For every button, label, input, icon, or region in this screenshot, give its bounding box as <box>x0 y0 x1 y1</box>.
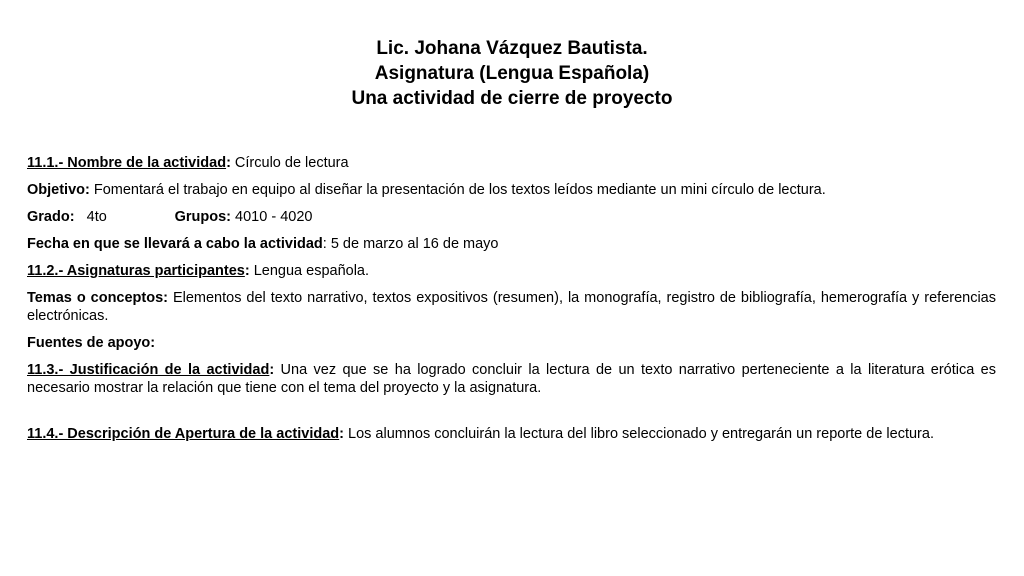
groups-value: 4010 - 4020 <box>235 209 313 225</box>
grade-value: 4to <box>86 209 107 225</box>
subjects-line <box>27 262 996 280</box>
topics-value: Elementos del texto narrativo, textos expositivos (resumen), la monografía, registro de bibliografía, hemerografía y referencias electrónicas. <box>27 290 996 324</box>
topics-label: Temas o conceptos: <box>27 290 168 306</box>
activity-name-label: 11.1.- Nombre de la actividad <box>27 155 227 171</box>
subject-title: Asignatura (Lengua Española) <box>374 63 650 84</box>
date-label: Fecha en que se llevará a cabo la actividad <box>27 236 323 252</box>
date-line <box>27 235 996 253</box>
subjects-sep: : <box>244 263 254 279</box>
description-line <box>27 425 996 443</box>
description-label: 11.4.- Descripción de Apertura de la actividad <box>27 426 340 442</box>
justification-label: 11.3.- Justificación de la actividad <box>27 362 270 378</box>
justification-value: Una vez que se ha logrado concluir la lectura de un texto narrativo perteneciente a la literatura erótica es necesario mostrar la relación que tiene con el tema del proyecto y la asignatura. <box>27 362 996 396</box>
author-name: Lic. Johana Vázquez Bautista. <box>376 38 648 59</box>
objective-value: Fomentará el trabajo en equipo al diseñar la presentación de los textos leídos mediante un mini círculo de lectura. <box>89 182 826 198</box>
topics-line <box>27 289 996 325</box>
objective-label: Objetivo: <box>27 182 90 198</box>
activity-title: Una actividad de cierre de proyecto <box>351 88 673 109</box>
sources-label: Fuentes de apoyo: <box>27 335 156 351</box>
sources-line <box>27 334 996 352</box>
description-sep: : <box>339 426 348 442</box>
slide-body <box>27 154 996 452</box>
grade-label: Grado: <box>27 209 75 225</box>
activity-name-sep: : <box>226 155 235 171</box>
activity-name-value: Círculo de lectura <box>234 155 349 171</box>
description-value: Los alumnos concluirán la lectura del libro seleccionado y entregarán un reporte de lectura. <box>348 426 934 442</box>
justification-line <box>27 361 996 397</box>
slide-header <box>0 36 1024 111</box>
objective-line <box>27 181 996 199</box>
subjects-value: Lengua española. <box>253 263 370 279</box>
justification-sep: : <box>269 362 281 378</box>
groups-label: Grupos: <box>174 209 232 225</box>
grade-line <box>27 208 996 226</box>
date-value: : 5 de marzo al 16 de mayo <box>322 236 499 252</box>
activity-name-line <box>27 154 996 172</box>
subjects-label: 11.2.- Asignaturas participantes <box>27 263 245 279</box>
